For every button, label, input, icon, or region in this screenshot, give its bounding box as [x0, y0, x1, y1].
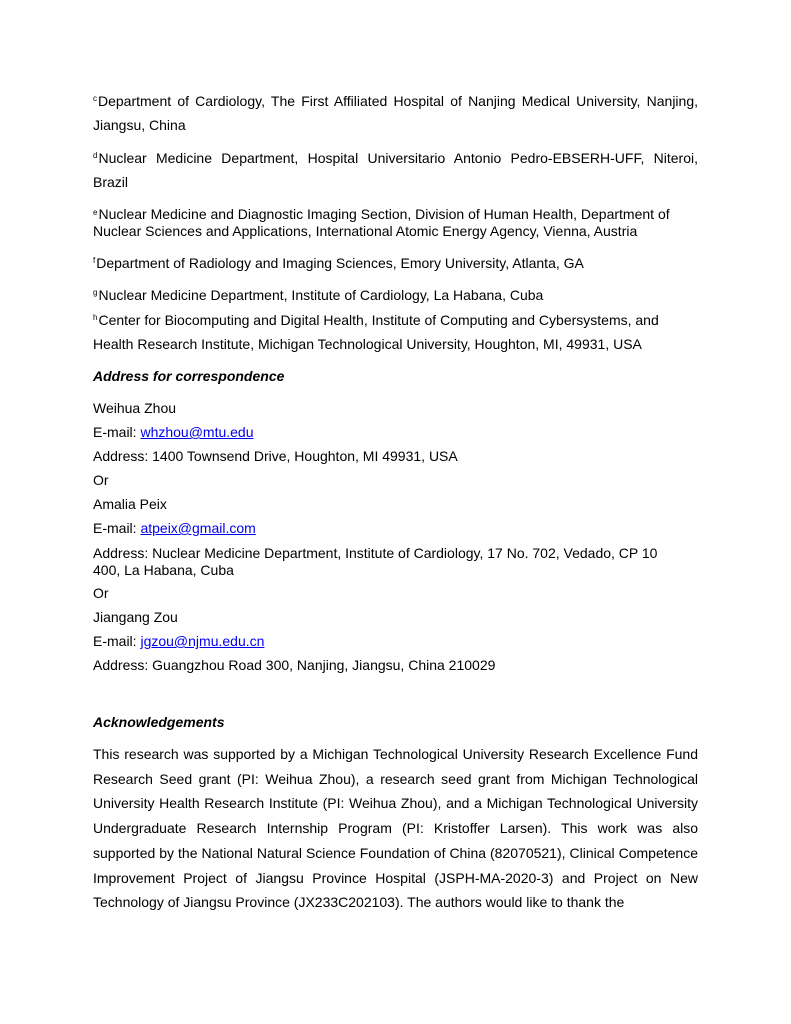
- affiliation-mark: c: [93, 94, 97, 103]
- contact-email-line: [93, 516, 698, 540]
- affiliation-f: [93, 251, 698, 275]
- affiliation-text: Center for Biocomputing and Digital Health, Institute of Computing and Cybersystems, and Health Research Institute, Michigan Technological University, Houghton, MI, 49931, USA: [93, 312, 659, 352]
- contact-email-line: [93, 629, 698, 653]
- email-link[interactable]: atpeix@gmail.com: [140, 520, 256, 536]
- email-link[interactable]: jgzou@njmu.edu.cn: [140, 633, 265, 649]
- affiliation-mark: h: [93, 313, 98, 322]
- affiliation-d: [93, 146, 698, 194]
- or-separator: Or: [93, 472, 109, 488]
- contact-name: Amalia Peix: [93, 496, 167, 512]
- affiliation-mark: f: [93, 256, 96, 265]
- contact-address: Address: 1400 Townsend Drive, Houghton, MI 49931, USA: [93, 448, 458, 464]
- acknowledgements-heading: Acknowledgements: [93, 714, 225, 730]
- email-label: E-mail:: [93, 633, 137, 649]
- affiliation-text: Nuclear Medicine and Diagnostic Imaging Section, Division of Human Health, Department of Nuclear Sciences and Applications, International Atomic Energy Agency, Vienna, Austria: [93, 206, 670, 239]
- affiliation-c: [93, 89, 698, 137]
- affiliation-text: Department of Radiology and Imaging Sciences, Emory University, Atlanta, GA: [96, 255, 584, 271]
- contact-address: Address: Nuclear Medicine Department, Institute of Cardiology, 17 No. 702, Vedado, CP 10 400, La Habana, Cuba: [93, 545, 658, 578]
- affiliation-text: Nuclear Medicine Department, Institute of Cardiology, La Habana, Cuba: [98, 287, 544, 303]
- affiliation-text: Nuclear Medicine Department, Hospital Universitario Antonio Pedro-EBSERH-UFF, Niteroi, Brazil: [93, 150, 698, 190]
- contact-name: Weihua Zhou: [93, 400, 177, 416]
- affiliation-mark: e: [93, 208, 98, 217]
- affiliation-g: [93, 283, 698, 307]
- affiliation-e: [93, 206, 698, 240]
- affiliation-h: [93, 308, 683, 356]
- acknowledgements-text: This research was supported by a Michigan Technological University Research Excellence Fund Research Seed grant (PI: Weihua Zhou), a research seed grant from Michigan Technological University Health Research Institute (PI: Weihua Zhou), and a Michigan Technological University Undergraduate Research Internship Program (PI: Kristoffer Larsen). This work was also supported by the National Natural Science Foundation of China (82070521), Clinical Competence Improvement Project of Jiangsu Province Hospital (JSPH-MA-2020-3) and Project on New Technology of Jiangsu Province (JX233C202103). The authors would like to thank the: [93, 746, 698, 911]
- or-separator: Or: [93, 585, 109, 601]
- email-label: E-mail:: [93, 424, 137, 440]
- email-label: E-mail:: [93, 520, 137, 536]
- affiliation-text: Department of Cardiology, The First Affiliated Hospital of Nanjing Medical University, Nanjing, Jiangsu, China: [93, 93, 698, 133]
- contact-name: Jiangang Zou: [93, 609, 178, 625]
- correspondence-heading: Address for correspondence: [93, 368, 285, 384]
- contact-address: Address: Guangzhou Road 300, Nanjing, Jiangsu, China 210029: [93, 657, 496, 673]
- affiliation-mark: d: [93, 151, 98, 160]
- contact-email-line: [93, 420, 698, 444]
- email-link[interactable]: whzhou@mtu.edu: [140, 424, 254, 440]
- affiliation-mark: g: [93, 288, 98, 297]
